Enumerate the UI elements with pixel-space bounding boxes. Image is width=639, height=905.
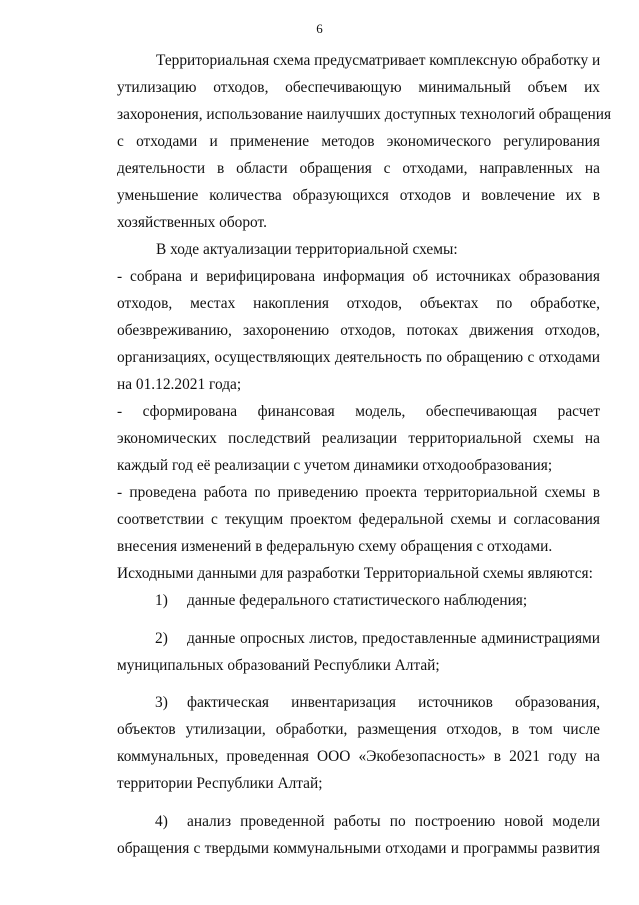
para1-line: хозяйственных оборот.: [117, 214, 267, 231]
para1-line: уменьшение количества образующихся отходов и вовлечение их в: [117, 187, 600, 204]
bullet1-line: отходов, местах накопления отходов, объектах по обработке,: [117, 295, 600, 312]
list-item-line: объектов утилизации, обработки, размещения отходов, в том числе: [117, 721, 600, 738]
bullet1-line: на 01.12.2021 года;: [117, 376, 242, 393]
page-number: 6: [316, 21, 323, 36]
list-item-number: 1): [155, 592, 168, 609]
para1-line: деятельности в области обращения с отходами, направленных на: [117, 160, 600, 177]
bullet2-line: каждый год её реализации с учетом динамики отходообразования;: [117, 457, 553, 474]
list-item-line: территории Республики Алтай;: [117, 775, 323, 792]
para1-line: утилизацию отходов, обеспечивающую минимальный объем их: [117, 79, 600, 96]
bullet3-line: соответствии с текущим проектом федеральной схемы и согласования: [117, 511, 600, 528]
para1-line: с отходами и применение методов экономического регулирования: [117, 133, 600, 150]
list-item-line: анализ проведенной работы по построению новой модели: [187, 813, 600, 830]
para1-line: Территориальная схема предусматривает комплексную обработку и: [156, 52, 601, 69]
bullet1-line: организациях, осуществляющих деятельность по обращению с отходами: [117, 349, 600, 366]
list-item-line: данные опросных листов, предоставленные администрациями: [187, 630, 600, 647]
para3-line: Исходными данными для разработки Территориальной схемы являются:: [117, 565, 593, 582]
bullet3-line: внесения изменений в федеральную схему обращения с отходами.: [117, 538, 553, 555]
list-item-line: данные федерального статистического наблюдения;: [187, 592, 528, 609]
bullet2-line: экономических последствий реализации территориальной схемы на: [117, 430, 600, 447]
list-item-number: 2): [155, 630, 168, 647]
list-item-number: 3): [155, 694, 168, 711]
list-item-line: обращения с твердыми коммунальными отходами и программы развития: [117, 840, 600, 857]
bullet2-line: - сформирована финансовая модель, обеспечивающая расчет: [117, 403, 600, 420]
list-item-line: муниципальных образований Республики Алтай;: [117, 657, 440, 674]
bullet3-line: - проведена работа по приведению проекта территориальной схемы в: [117, 484, 600, 501]
para2-line: В ходе актуализации территориальной схемы:: [156, 241, 458, 258]
list-item-line: коммунальных, проведенная ООО «Экобезопасность» в 2021 году на: [117, 748, 600, 765]
bullet1-line: - собрана и верифицирована информация об источниках образования: [117, 268, 600, 285]
bullet1-line: обезвреживанию, захоронению отходов, потоках движения отходов,: [117, 322, 600, 339]
list-item-number: 4): [155, 813, 168, 830]
para1-line: захоронения, использование наилучших доступных технологий обращения: [117, 106, 612, 123]
list-item-line: фактическая инвентаризация источников образования,: [187, 694, 600, 711]
